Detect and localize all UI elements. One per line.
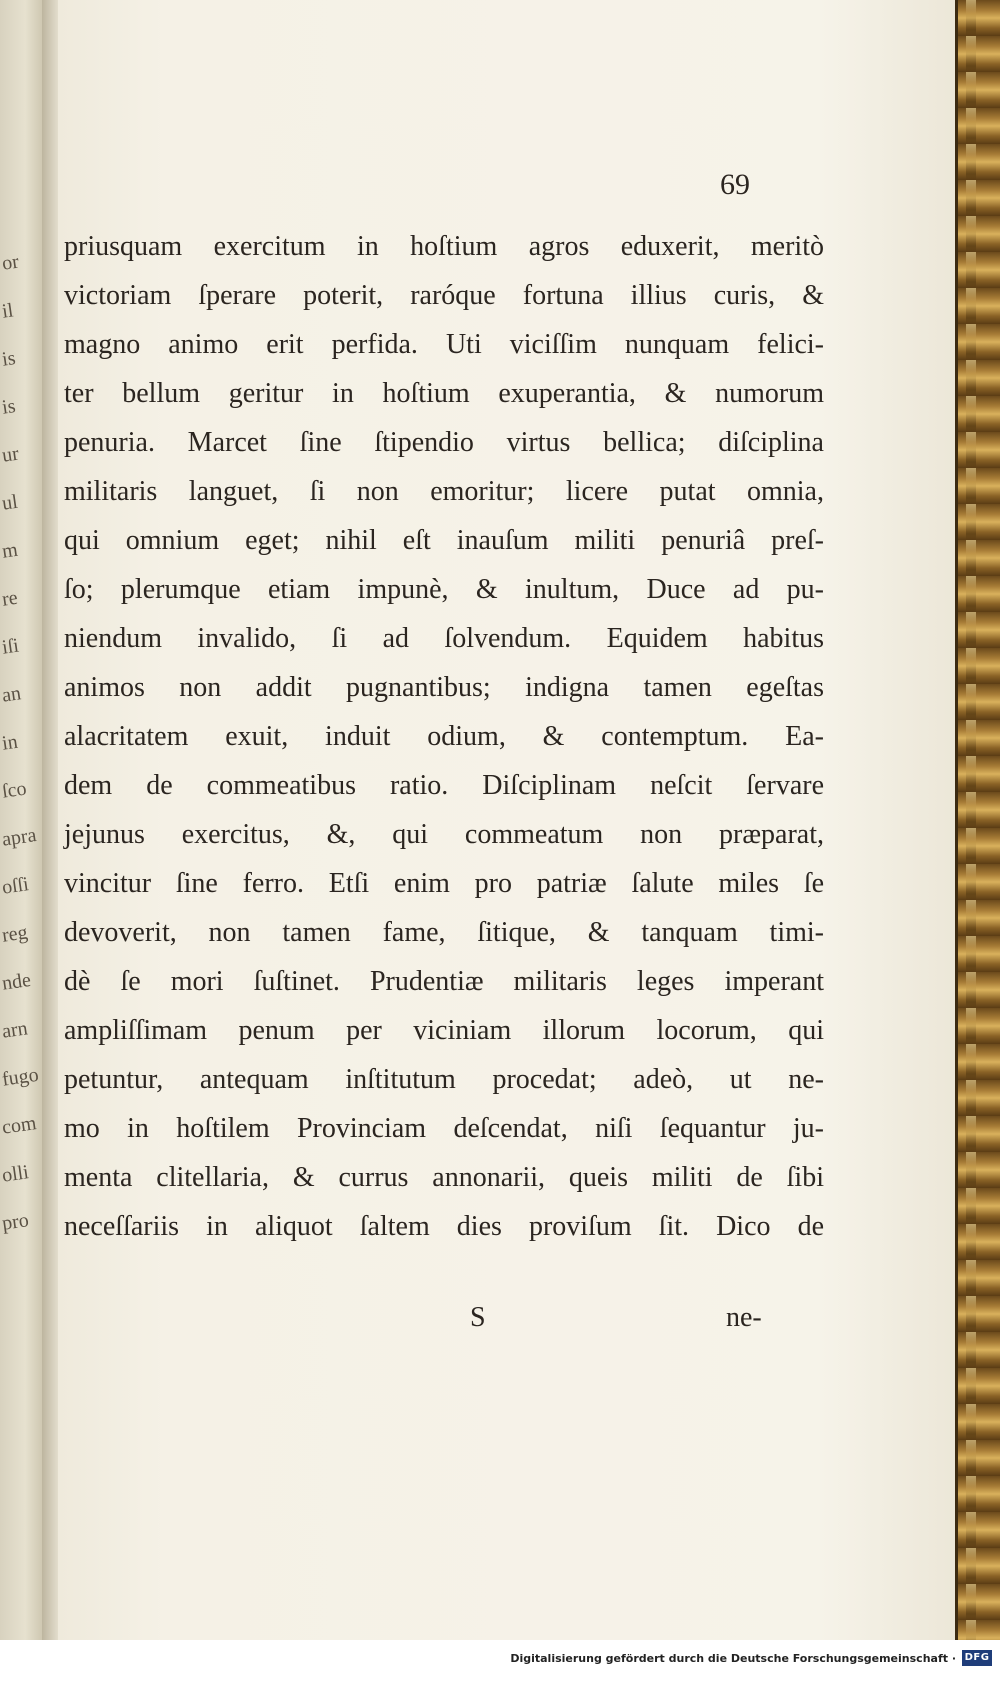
left-page-fragment: ſco	[0, 777, 28, 803]
text-line: ſo; plerumque etiam impunè, & inultum, Duce ad pu-	[64, 574, 824, 605]
left-page-fragment: ur	[0, 442, 21, 467]
text-line: niendum invalido, ſi ad ſolvendum. Equidem habitus	[64, 623, 824, 654]
left-page-fragment: is	[0, 347, 17, 371]
text-line: vincitur ſine ferro. Etſi enim pro patriæ ſalute miles ſe	[64, 868, 824, 899]
left-page-fragment: iſi	[0, 634, 21, 659]
text-line: penuria. Marcet ſine ſtipendio virtus bellica; diſciplina	[64, 427, 824, 458]
left-page-fragment: arn	[0, 1017, 29, 1043]
left-page-fragment: oſſi	[0, 873, 31, 899]
left-page-fragment: is	[0, 395, 17, 419]
dfg-logo-icon: DFG	[962, 1650, 992, 1666]
text-line: ampliſſimam penum per viciniam illorum locorum, qui	[64, 1015, 824, 1046]
left-page-fragment: an	[0, 682, 23, 707]
funding-credit: Digitalisierung gefördert durch die Deutsche Forschungsgemeinschaft ·	[510, 1652, 956, 1665]
text-line: alacritatem exuit, induit odium, & contemptum. Ea-	[64, 721, 824, 752]
text-line: qui omnium eget; nihil eſt inauſum militi penuriâ preſ-	[64, 525, 824, 556]
left-page-fragment: nde	[0, 968, 33, 995]
left-page-fragment: il	[0, 299, 15, 323]
left-page-fragment: olli	[0, 1161, 31, 1187]
page-number: 69	[720, 168, 750, 201]
text-line: dè ſe mori ſuſtinet. Prudentiæ militaris leges imperant	[64, 966, 824, 997]
left-page-fragment: fugo	[0, 1063, 40, 1091]
text-line: mo in hoſtilem Provinciam deſcendat, niſi ſequantur ju-	[64, 1113, 824, 1144]
text-line: jejunus exercitus, &, qui commeatum non præparat,	[64, 819, 824, 850]
left-page-edge	[0, 0, 42, 1640]
gilt-page-edge	[955, 0, 1000, 1640]
text-line: victoriam ſperare poterit, raróque fortuna illius curis, &	[64, 280, 824, 311]
left-page-fragment: or	[0, 250, 21, 275]
text-line: devoverit, non tamen fame, ſitique, & tanquam timi-	[64, 917, 824, 948]
left-page-fragment: pro	[0, 1209, 31, 1235]
left-page-fragment: m	[0, 538, 20, 563]
text-line: neceſſariis in aliquot ſaltem dies proviſum ſit. Dico de	[64, 1211, 824, 1242]
text-line: dem de commeatibus ratio. Diſciplinam neſcit ſervare	[64, 770, 824, 801]
text-line: menta clitellaria, & currus annonarii, queis militi de ſibi	[64, 1162, 824, 1193]
text-line: ter bellum geritur in hoſtium exuperantia, & numorum	[64, 378, 824, 409]
text-line: militaris languet, ſi non emoritur; licere putat omnia,	[64, 476, 824, 507]
left-page-fragment: in	[0, 730, 20, 755]
digitization-footer	[0, 1640, 1000, 1686]
catchword: ne-	[726, 1302, 762, 1333]
signature-mark: S	[470, 1302, 486, 1333]
text-line: animos non addit pugnantibus; indigna tamen egeſtas	[64, 672, 824, 703]
left-page-fragment: apra	[0, 824, 38, 851]
text-line: priusquam exercitum in hoſtium agros eduxerit, meritò	[64, 231, 824, 262]
text-line: magno animo erit perfida. Uti viciſſim nunquam felici-	[64, 329, 824, 360]
left-page-fragment: ul	[0, 490, 20, 515]
text-line: petuntur, antequam inſtitutum procedat; adeò, ut ne-	[64, 1064, 824, 1095]
left-page-fragment: com	[0, 1112, 38, 1139]
left-page-fragment: re	[0, 586, 20, 611]
left-page-fragment: reg	[0, 921, 29, 947]
body-text	[64, 222, 824, 1251]
